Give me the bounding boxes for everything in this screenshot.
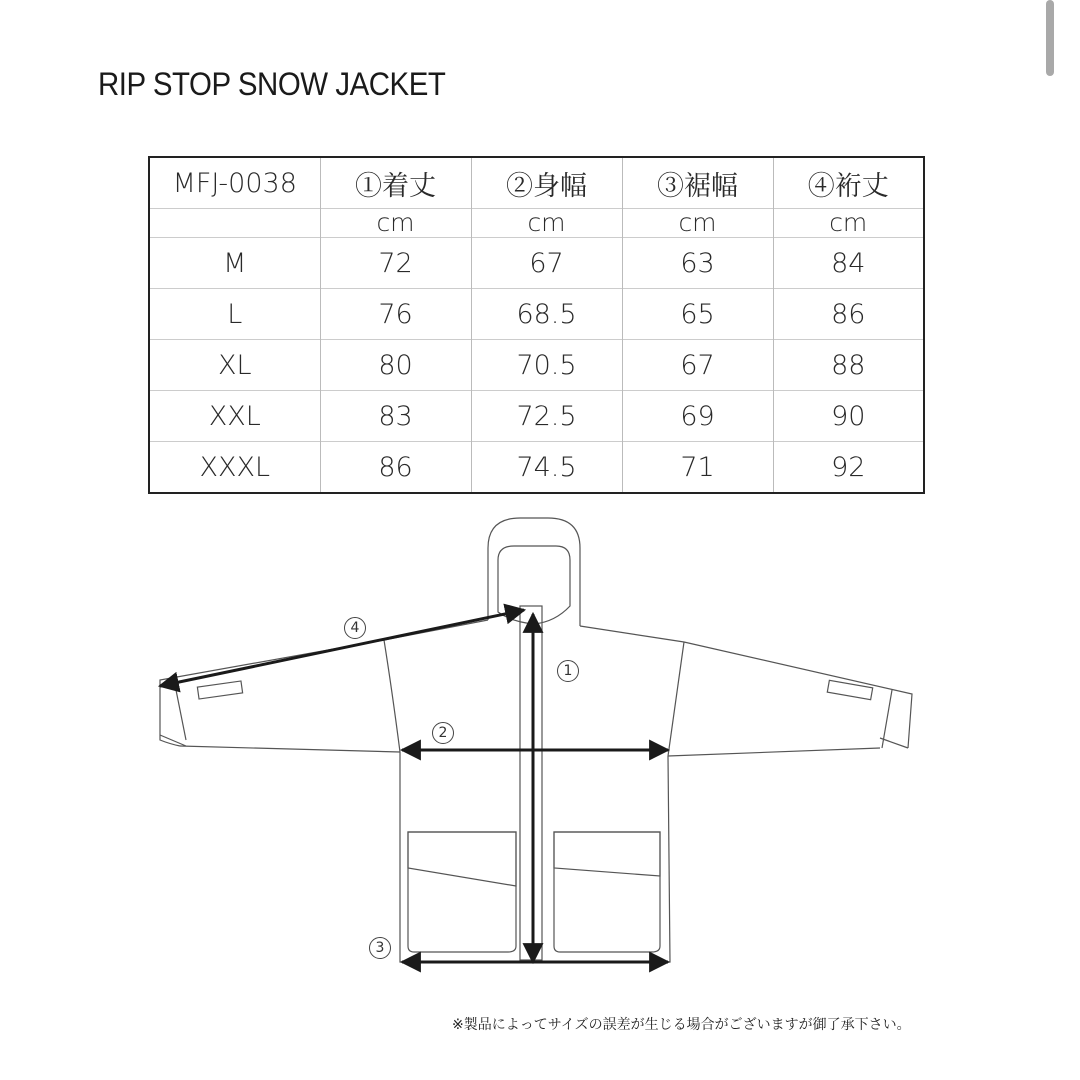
label-hem-width: 3 xyxy=(369,937,391,959)
value-cell: 86 xyxy=(320,442,471,494)
unit-cell: cm xyxy=(471,209,622,238)
unit-cell: cm xyxy=(320,209,471,238)
header-body-width: ②身幅 xyxy=(471,157,622,209)
value-cell: 80 xyxy=(320,340,471,391)
model-number: MFJ-0038 xyxy=(172,167,297,199)
header-hem-width: ③裾幅 xyxy=(622,157,773,209)
size-cell: L xyxy=(149,289,320,340)
value-cell: 71 xyxy=(622,442,773,494)
value-cell: 65 xyxy=(622,289,773,340)
size-cell: XL xyxy=(149,340,320,391)
size-cell: XXL xyxy=(149,391,320,442)
unit-cell: cm xyxy=(773,209,924,238)
value-cell: 88 xyxy=(773,340,924,391)
label-sleeve-length: 4 xyxy=(344,617,366,639)
value-cell: 90 xyxy=(773,391,924,442)
measurement-arrows xyxy=(160,610,668,962)
value-cell: 67 xyxy=(471,238,622,289)
value-cell: 70.5 xyxy=(471,340,622,391)
value-cell: 76 xyxy=(320,289,471,340)
value-cell: 63 xyxy=(622,238,773,289)
header-length: ①着丈 xyxy=(320,157,471,209)
value-cell: 69 xyxy=(622,391,773,442)
value-cell: 68.5 xyxy=(471,289,622,340)
size-disclaimer: ※製品によってサイズの誤差が生じる場合がございますが御了承下さい。 xyxy=(452,1017,911,1033)
value-cell: 74.5 xyxy=(471,442,622,494)
value-cell: 84 xyxy=(773,238,924,289)
value-cell: 72 xyxy=(320,238,471,289)
value-cell: 92 xyxy=(773,442,924,494)
size-cell: M xyxy=(149,238,320,289)
jacket-outline xyxy=(160,518,912,962)
unit-cell: cm xyxy=(622,209,773,238)
value-cell: 72.5 xyxy=(471,391,622,442)
value-cell: 83 xyxy=(320,391,471,442)
value-cell: 67 xyxy=(622,340,773,391)
sleeve-arrow xyxy=(160,610,524,686)
value-cell: 86 xyxy=(773,289,924,340)
size-cell: XXXL xyxy=(149,442,320,494)
header-sleeve-length: ④裄丈 xyxy=(773,157,924,209)
label-length: 1 xyxy=(557,660,579,682)
label-body-width: 2 xyxy=(432,722,454,744)
product-title: RIP STOP SNOW JACKET xyxy=(98,66,446,102)
